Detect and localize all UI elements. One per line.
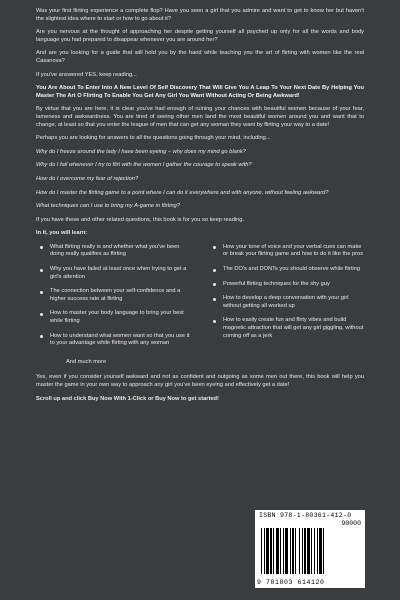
bullet-item: The connection between your self-confidence and a higher success rate at flirting: [50, 288, 191, 303]
barcode-bar: [292, 528, 294, 574]
intro-paragraph-1: Was your first flirting experience a complete flop? Have you seen a girl that you admire and want to get to know her but haven't the slightest idea where to start or how to go about it?: [36, 8, 364, 22]
body-paragraph-3: If you have these and other related questions, this book is for you so keep reading.: [36, 216, 245, 223]
bullet-item: How your tone of voice and your verbal cues can make or break your flirting game and how to do it like the pros: [223, 243, 364, 258]
closing-paragraph: Yes, even if you consider yourself awkward and not as confident and outgoing as some men out there, this book will help you master the game in your own way to approach any girl you've been eyeing and effectively get a date!: [36, 374, 364, 388]
back-cover-text: [36, 8, 364, 409]
body-paragraph-1: By virtue that you are here, it is clear you've had enough of ruining your chances with beautiful women because of your fear, lameness and awkwardness. You are tired of seeing other men land the most beautiful women around you and want that to change, at least so that you enter the league of men that can get any woman they want by flirting your way to a date!: [36, 106, 364, 128]
barcode-bar: [280, 528, 281, 574]
and-much-more: And much more: [66, 358, 107, 365]
barcode-bar: [304, 528, 306, 574]
bullet-item: Why you have failed at least once when trying to get a girl's attention: [50, 266, 191, 281]
keep-reading-line: If you've answered YES, keep reading...: [36, 71, 137, 78]
learn-list-right: [209, 244, 364, 355]
barcode-bar: [311, 528, 312, 574]
bullet-item: How to easily create fun and flirty vibes and build magnetic attraction that will get any girl giggling, without coming off as a jerk: [223, 317, 364, 339]
barcode-digits: 9 781803 614120: [257, 579, 325, 586]
barcode-bar: [264, 528, 265, 574]
price-code: 90000: [341, 520, 361, 527]
question-1: Why do I freeze around the lady I have been eyeing – why does my mind go blank?: [36, 148, 246, 155]
bullet-item: Powerful flirting techniques for the shy guy: [223, 281, 364, 289]
barcode-bars: [259, 528, 361, 574]
learn-header: In it, you will learn:: [36, 230, 88, 237]
call-to-action: Scroll up and click Buy Now With 1-Click or Buy Now to get started!: [36, 395, 219, 402]
bullet-item: How to understand what women want so that you use it to your advantage while flirting with any woman: [50, 332, 190, 347]
isbn-text: ISBN 978-1-80361-412-0: [259, 512, 352, 519]
bullet-item: How to master your body language to bring your best while flirting: [50, 310, 191, 325]
barcode-bar: [266, 528, 269, 574]
question-3: How do I overcome my fear of rejection?: [36, 175, 139, 182]
barcode-bar: [273, 528, 274, 574]
learn-list-left: [36, 244, 191, 355]
barcode-bar: [302, 528, 303, 574]
barcode-bar: [270, 528, 272, 574]
barcode-bar: [317, 528, 318, 574]
question-4: How do I master the flirting game to a point where I can do it everywhere and with anyone, without feeling awkward?: [36, 189, 329, 196]
intro-paragraph-2: Are you nervous at the thought of approaching her despite getting yourself all psyched up only for all the words and body language you had prepared to disappear whenever you are around her?: [36, 29, 364, 43]
intro-paragraph-3: And are you looking for a guide that will hold you by the hand while teaching you the art of flirting with women like the real Casanova?: [36, 50, 364, 64]
bullet-item: What flirting really is and whether what you've been doing really qualifies as flirting: [50, 244, 191, 259]
barcode-bar: [283, 528, 284, 574]
barcode-bar: [285, 528, 288, 574]
barcode-bar: [323, 528, 324, 574]
learn-list: [36, 244, 364, 355]
bold-promise: You Are About To Enter Into A New Level Of Self Discovery That Will Give You A Leap To Your Next Date By Helping You Master The Art O Flirting To Enable You Get Any Girl You Want Without Acting Or Being Awkward!: [36, 85, 364, 99]
barcode-bar: [319, 528, 322, 574]
body-paragraph-2: Perhaps you are looking for answers to all the questions going through your mind, including...: [36, 135, 271, 142]
barcode-bar: [307, 528, 310, 574]
bullet-item: The DO's and DONTs you should observe while flirting: [223, 266, 364, 274]
question-2: Why do I fail whenever I try to flirt with the women I gather the courage to speak with?: [36, 162, 252, 169]
barcode-bar: [314, 528, 315, 574]
barcode-bar: [290, 528, 291, 574]
barcode-bar: [276, 528, 279, 574]
barcode-bar: [261, 528, 262, 574]
bullet-item: How to develop a deep conversation with your girl without getting all worked up: [223, 295, 364, 310]
question-5: What techniques can I use to bring my A-game in flirting?: [36, 203, 180, 210]
barcode-bar: [299, 528, 300, 574]
isbn-barcode: [255, 510, 365, 588]
barcode-bar: [295, 528, 296, 574]
